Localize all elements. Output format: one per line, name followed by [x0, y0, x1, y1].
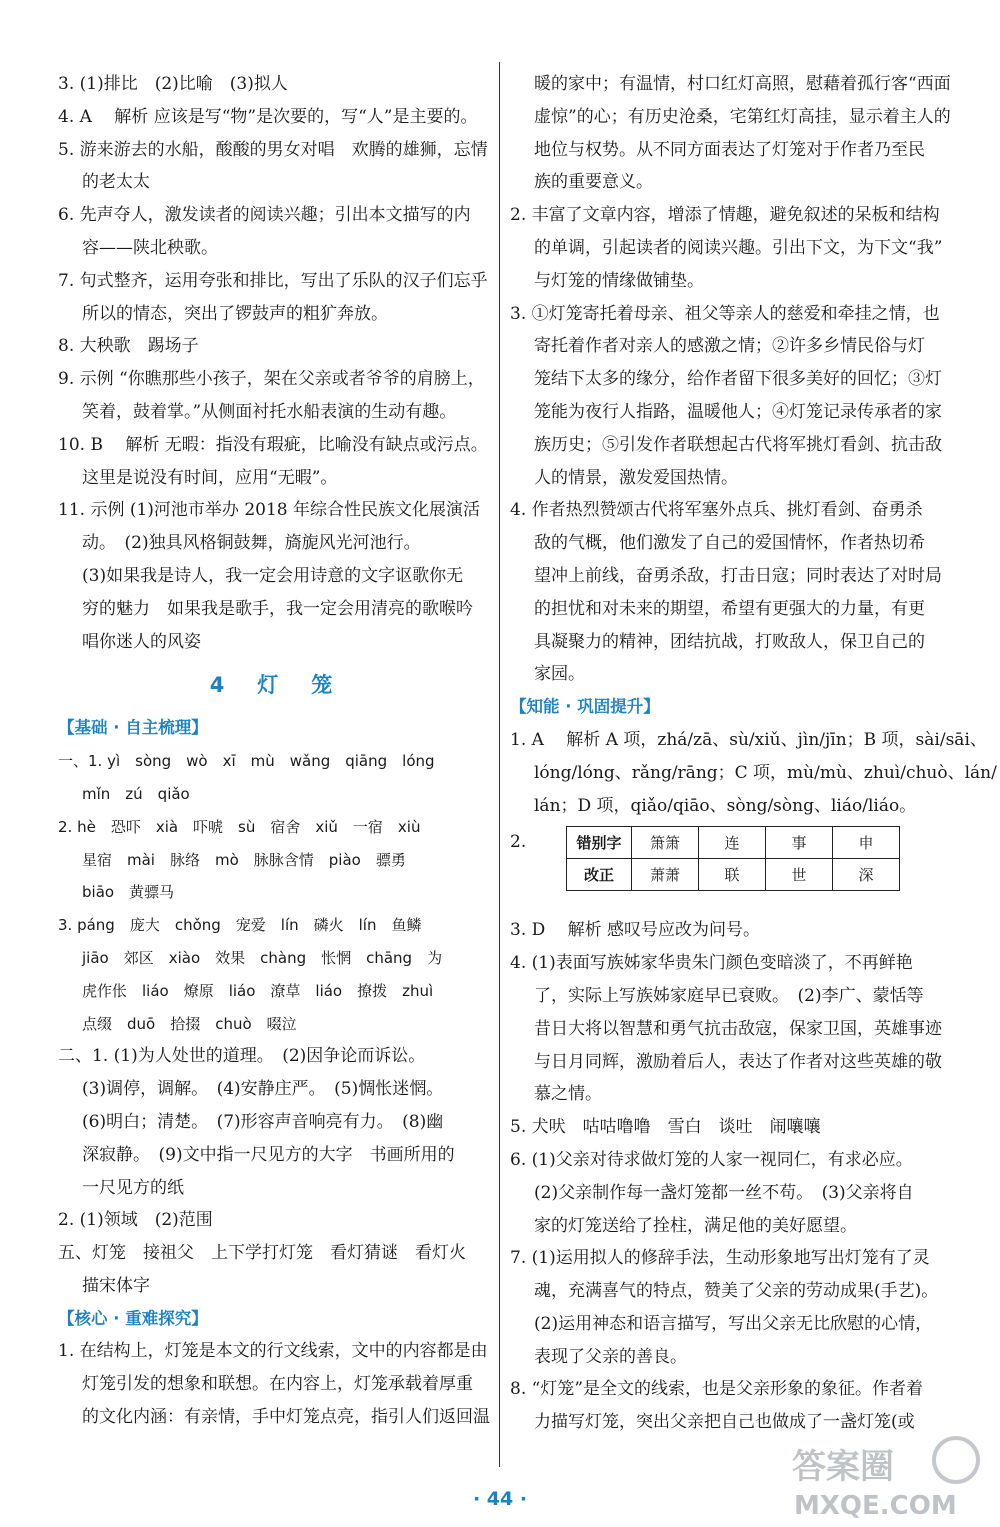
- table-cell: 联: [699, 859, 766, 891]
- answer-line: 人的情景，激发爱国热情。: [534, 467, 738, 488]
- answer-line: 魂，充满喜气的特点，赞美了父亲的劳动成果(手艺)。: [534, 1281, 939, 1302]
- answer-line: 动。 (2)独具风格铜鼓舞，旖旎风光河池行。: [82, 533, 421, 554]
- table-row: [567, 859, 900, 891]
- answer-line: 10. B 解析 无暇：指没有瑕疵，比喻没有缺点或污点。: [58, 434, 488, 455]
- answer-line: (3)调停，调解。 (4)安静庄严。 (5)惆怅迷惘。: [82, 1079, 444, 1100]
- right-column: [510, 68, 997, 1439]
- answer-line: 与灯笼的情缘做铺垫。: [534, 270, 704, 291]
- lesson-title: 4 灯 笼: [209, 673, 339, 698]
- answer-line: 6. (1)父亲对待求做灯笼的人家一视同仁，有求必应。: [510, 1149, 913, 1170]
- answer-line: 寄托着作者对亲人的感激之情；②许多乡情民俗与灯: [534, 336, 925, 357]
- answer-line: 所以的情态，突出了锣鼓声的粗犷奔放。: [82, 303, 388, 324]
- table-cell: 申: [833, 827, 900, 859]
- answer-line: 5. 游来游去的水船，酸酸的男女对唱 欢腾的雄狮，忘情: [58, 139, 488, 160]
- answer-line: 一尺见方的纸: [82, 1177, 184, 1198]
- answer-line: 一、1. yì sòng wò xī mù wǎng qiāng lóng: [58, 752, 435, 771]
- answer-line: 力描写灯笼，突出父亲把自己也做成了一盏灯笼(或: [534, 1412, 915, 1433]
- table-cell: 世: [766, 859, 833, 891]
- section-heading: 【知能 · 巩固提升】: [510, 697, 660, 717]
- answer-line: 虎作伥 liáo 燎原 liáo 潦草 liáo 撩拨 zhuì: [82, 981, 434, 1000]
- table-cell: 箫箫: [632, 827, 699, 859]
- answer-line: 敌的气概，他们激发了自己的爱国情怀，作者热切希: [534, 533, 925, 554]
- answer-line: 昔日大将以智慧和勇气抗击敌寇，保家卫国，英雄事迹: [534, 1018, 942, 1039]
- answer-line: 3. páng 庞大 chǒng 宠爱 lín 磷火 lín 鱼鳞: [58, 916, 422, 935]
- answer-line: 唱你迷人的风姿: [82, 631, 201, 652]
- answer-line: 笑着，鼓着掌。”从侧面衬托水船表演的生动有趣。: [82, 401, 457, 422]
- answer-line: 星宿 mài 脉络 mò 脉脉含情 piào 骠勇: [82, 850, 406, 869]
- answer-line: 7. 句式整齐，运用夸张和排比，写出了乐队的汉子们忘乎: [58, 270, 488, 291]
- table-cell: 深: [833, 859, 900, 891]
- watermark-sub: MXQE.COM: [794, 1491, 957, 1521]
- answer-line: 3. (1)排比 (2)比喻 (3)拟人: [58, 74, 288, 94]
- answer-line: 4. 作者热烈赞颂古代将军塞外点兵、挑灯看剑、奋勇杀: [510, 500, 923, 521]
- answer-line: 1. 在结构上，灯笼是本文的行文线索，文中的内容都是由: [58, 1341, 488, 1362]
- table-row-header: 错别字: [567, 827, 632, 859]
- answer-line: 族的重要意义。: [534, 172, 653, 193]
- answer-line: 8. 大秧歌 踢场子: [58, 336, 199, 357]
- watermark-main: 答案圈: [792, 1447, 894, 1487]
- answer-line: 暖的家中；有温情，村口红灯高照，慰藉着孤行客“西面: [534, 74, 951, 94]
- correction-table: [566, 826, 900, 891]
- correction-table-block: [510, 826, 945, 914]
- answer-line: 的担忧和对未来的期望，希望有更强大的力量，有更: [534, 598, 925, 619]
- answer-line: (2)运用神态和语言描写，写出父亲无比欣慰的心情，: [534, 1313, 933, 1334]
- answer-line: 9. 示例 “你瞧那些小孩子，架在父亲或者爷爷的肩膀上，: [58, 369, 485, 390]
- answer-line: 1. A 解析 A 项，zhá/zā、sù/xiǔ、jìn/jīn；B 项，sài/sāi、: [510, 729, 987, 750]
- question-number: 2.: [510, 832, 527, 853]
- answer-line: 的单调，引起读者的阅读兴趣。引出下文，为下文“我”: [534, 237, 943, 258]
- answer-line: 家的灯笼送给了拴柱，满足他的美好愿望。: [534, 1215, 857, 1236]
- answer-line: 灯笼引发的想象和联想。在内容上，灯笼承载着厚重: [82, 1374, 473, 1395]
- watermark-logo: [788, 1434, 988, 1520]
- answer-line: jiāo 郊区 xiào 效果 chàng 怅惘 chāng 为: [82, 948, 443, 967]
- answer-line: 4. A 解析 应该是写“物”是次要的，写“人”是主要的。: [58, 106, 478, 127]
- answer-line: 穷的魅力 如果我是歌手，我一定会用清亮的歌喉吟: [82, 598, 473, 619]
- answer-line: 具凝聚力的精神，团结抗战，打败敌人，保卫自己的: [534, 631, 925, 652]
- answer-line: 地位与权势。从不同方面表达了灯笼对于作者乃至民: [534, 139, 925, 160]
- table-row: [567, 827, 900, 859]
- answer-line: 深寂静。 (9)文中指一尺见方的大字 书画所用的: [82, 1144, 455, 1165]
- column-divider: [499, 62, 500, 1467]
- answer-line: 笼能为夜行人指路，温暖他人；④灯笼记录传承者的家: [534, 401, 942, 422]
- answer-line: 5. 犬吠 咕咕噜噜 雪白 谈吐 闹嚷嚷: [510, 1117, 821, 1138]
- answer-line: 族历史；⑤引发作者联想起古代将军挑灯看剑、抗击敌: [534, 434, 942, 455]
- answer-line: 与日月同辉，激励着后人，表达了作者对这些英雄的敬: [534, 1051, 942, 1072]
- left-column: [58, 68, 490, 1434]
- answer-line: biāo 黄骠马: [82, 883, 175, 902]
- answer-line: (6)明白；清楚。 (7)形容声音响亮有力。 (8)幽: [82, 1111, 444, 1132]
- answer-line: 2. hè 恐吓 xià 吓唬 sù 宿舍 xiǔ 一宿 xiù: [58, 817, 421, 836]
- table-row-header: 改正: [567, 859, 632, 891]
- answer-line: 望冲上前线，奋勇杀敌，打击日寇；同时表达了对时局: [534, 565, 942, 586]
- answer-line: (2)父亲制作每一盏灯笼都一丝不苟。 (3)父亲将自: [534, 1182, 914, 1203]
- answer-line: (3)如果我是诗人，我一定会用诗意的文字讴歌你无: [82, 565, 464, 586]
- answer-line: 2. 丰富了文章内容，增添了情趣，避免叙述的呆板和结构: [510, 205, 940, 226]
- answer-line: 表现了父亲的善良。: [534, 1346, 687, 1367]
- answer-line: 2. (1)领域 (2)范围: [58, 1210, 213, 1231]
- answer-line: 4. (1)表面写族姊家华贵朱门颜色变暗淡了，不再鲜艳: [510, 953, 913, 974]
- answer-line: 慕之情。: [534, 1084, 602, 1105]
- answer-line: 的老太太: [82, 172, 150, 193]
- answer-line: 虚惊”的心；有历史沧桑，宅第红灯高挂，显示着主人的: [534, 106, 951, 127]
- table-cell: 萧萧: [632, 859, 699, 891]
- answer-line: 11. 示例 (1)河池市举办 2018 年综合性民族文化展演活: [58, 500, 480, 521]
- section-heading: 【核心 · 重难探究】: [58, 1308, 208, 1328]
- answer-line: 3. ①灯笼寄托着母亲、祖父等亲人的慈爱和牵挂之情，也: [510, 303, 940, 324]
- answer-line: mǐn zú qiǎo: [82, 784, 190, 803]
- answer-line: 容——陕北秧歌。: [82, 237, 218, 258]
- table-cell: 事: [766, 827, 833, 859]
- answer-line: 3. D 解析 感叹号应改为问号。: [510, 920, 761, 941]
- answer-line: 这里是说没有时间，应用“无暇”。: [82, 467, 338, 488]
- page-number: · 44 ·: [472, 1488, 528, 1510]
- answer-line: 二、1. (1)为人处世的道理。 (2)因争论而诉讼。: [58, 1046, 426, 1067]
- answer-line: lán；D 项，qiǎo/qiāo、sòng/sòng、liáo/liáo。: [534, 795, 917, 816]
- answer-line: 8. “灯笼”是全文的线索，也是父亲形象的象征。作者着: [510, 1379, 924, 1400]
- answer-line: 7. (1)运用拟人的修辞手法，生动形象地写出灯笼有了灵: [510, 1248, 930, 1269]
- answer-line: 描宋体字: [82, 1275, 150, 1296]
- table-cell: 连: [699, 827, 766, 859]
- answer-line: 笼结下太多的缘分，给作者留下很多美好的回忆；③灯: [534, 369, 942, 390]
- answer-line: 家园。: [534, 664, 585, 685]
- answer-line: 了，实际上写族姊家庭早已衰败。 (2)李广、蒙恬等: [534, 985, 924, 1006]
- answer-line: lóng/lóng、rǎng/rāng；C 项，mù/mù、zhuì/chuò、lán/: [534, 762, 997, 783]
- answer-line: 的文化内涵：有亲情，手中灯笼点亮，指引人们返回温: [82, 1407, 490, 1428]
- answer-line: 五、灯笼 接祖父 上下学打灯笼 看灯猜谜 看灯火: [58, 1243, 466, 1264]
- answer-line: 6. 先声夺人，激发读者的阅读兴趣；引出本文描写的内: [58, 205, 471, 226]
- section-heading: 【基础 · 自主梳理】: [58, 718, 208, 738]
- answer-line: 点缀 duō 拾掇 chuò 啜泣: [82, 1014, 297, 1033]
